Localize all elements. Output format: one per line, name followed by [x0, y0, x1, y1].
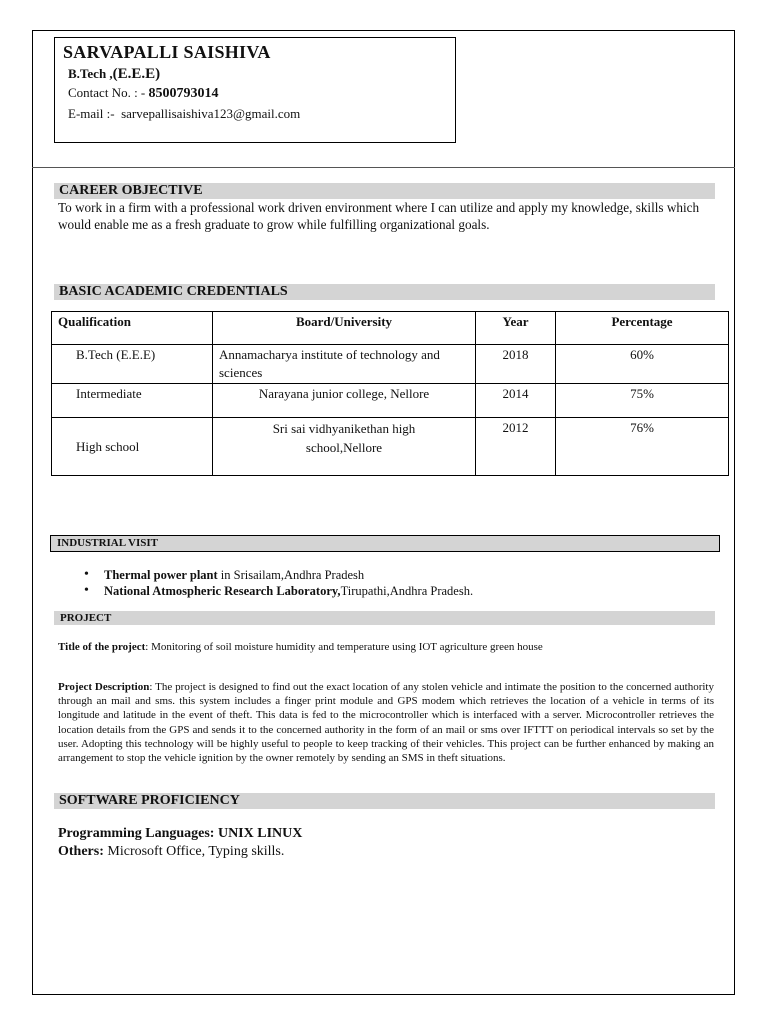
candidate-name: SARVAPALLI SAISHIVA: [63, 42, 271, 62]
project-description: [58, 680, 714, 765]
qualification-cell: B.Tech (E.E.E): [52, 345, 213, 384]
list-item: [78, 567, 473, 583]
year-cell: 2014: [476, 384, 556, 418]
project-title-text: : Monitoring of soil moisture humidity and temperature using IOT agriculture green house: [145, 641, 543, 653]
visit-name: Thermal power plant: [104, 568, 218, 582]
project-heading: PROJECT: [54, 611, 715, 625]
others-text: Microsoft Office, Typing skills.: [103, 844, 285, 859]
career-objective-heading: CAREER OBJECTIVE: [54, 183, 715, 199]
column-header: Year: [476, 312, 556, 345]
degree-line: [68, 66, 160, 83]
project-description-label: Project Description: [58, 681, 150, 693]
percentage-cell: 76%: [556, 418, 729, 476]
column-header: Percentage: [556, 312, 729, 345]
table-row: [52, 345, 729, 384]
other-skills: [58, 844, 284, 860]
project-title-label: Title of the project: [58, 641, 146, 653]
list-item: [78, 583, 473, 599]
table-row: [52, 384, 729, 418]
header-divider: [32, 167, 735, 168]
year-cell: 2012: [476, 418, 556, 476]
project-description-text: : The project is designed to find out the exact location of any stolen vehicle and intimate the position to the concerned authority through an mail and sms. this system includes a finger print module and GPS modem which retrieves the location of a vehicle in terms of its longitude and latitude in the event of theft. This data is fed to the microcontroller which is interfaced with a server. Microcontroller retrieves the location details from the GPS and sends it to the concerned authority in the form of an mail or sms over IFTTT on periodical intervals so set by the user. Adopting this technology will be highly useful to people to keep tracking of their vehicles. This project can be further enhanced by making an arrangement to stop the vehicle ignition by the owner remotely by sending an SMS in theft situations.: [58, 681, 714, 765]
table-header-row: [52, 312, 729, 345]
email-label: E-mail :-: [68, 106, 115, 121]
industrial-visit-list: [78, 567, 473, 599]
software-proficiency-heading: SOFTWARE PROFICIENCY: [54, 793, 715, 809]
board-cell: Sri sai vidhyanikethan high school,Nellore: [213, 418, 476, 476]
contact-number: 8500793014: [148, 86, 219, 101]
visit-name: National Atmospheric Research Laboratory,: [104, 584, 341, 598]
visit-location: in Srisailam,Andhra Pradesh: [217, 568, 365, 582]
table-row: [52, 418, 729, 476]
board-cell: Annamacharya institute of technology and sciences: [213, 345, 476, 384]
qualification-cell: Intermediate: [52, 384, 213, 418]
percentage-cell: 60%: [556, 345, 729, 384]
academic-credentials-heading: BASIC ACADEMIC CREDENTIALS: [54, 284, 715, 300]
industrial-visit-heading: INDUSTRIAL VISIT: [50, 535, 720, 552]
visit-location: Tirupathi,Andhra Pradesh.: [340, 584, 474, 598]
email-line: [68, 106, 300, 122]
project-title: [58, 640, 714, 654]
degree-prefix: B.Tech ,: [68, 66, 113, 81]
degree-branch: (E.E.E): [112, 66, 161, 82]
board-cell: Narayana junior college, Nellore: [213, 384, 476, 418]
career-objective-text: To work in a firm with a professional work driven environment where I can utilize and apply my knowledge, skills which would enable me as a fresh graduate to grow while fulfilling organizational goals.: [58, 200, 700, 232]
programming-languages: Programming Languages: UNIX LINUX: [58, 826, 303, 841]
qualification-cell: High school: [52, 418, 213, 476]
others-label: Others:: [58, 844, 104, 859]
contact-line: [68, 85, 219, 102]
percentage-cell: 75%: [556, 384, 729, 418]
email-value: sarvepallisaishiva123@gmail.com: [121, 106, 301, 121]
column-header: Qualification: [52, 312, 213, 345]
year-cell: 2018: [476, 345, 556, 384]
academic-table: [51, 311, 729, 476]
contact-label: Contact No. : -: [68, 85, 146, 100]
column-header: Board/University: [213, 312, 476, 345]
